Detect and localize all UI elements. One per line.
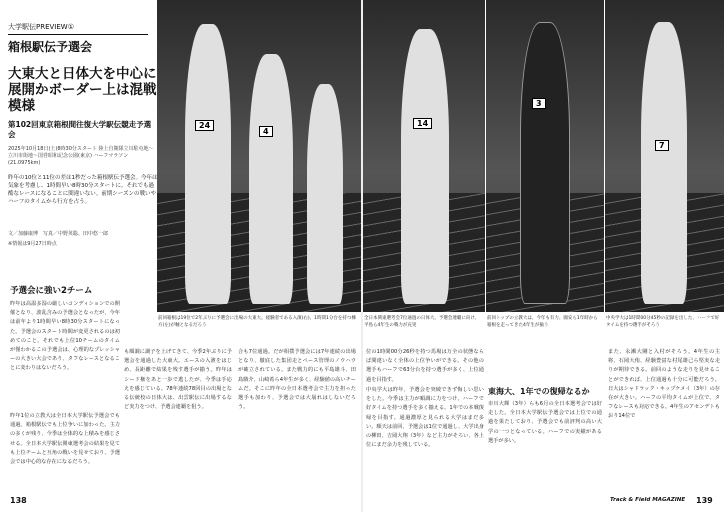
column-heading: 予選会に強い2チーム bbox=[10, 286, 93, 296]
series-tag: 大学駅伝PREVIEW① bbox=[8, 22, 148, 35]
body-column: また、永瀬大剛と入村がそろう。4年生の主将、石岡大侑、経験豊富な村尾雄己ら堅実な走りが期待できる。前回のような走りを見せることができれば、上位通過も十分に可能だろう。日大はシャドラック・キップケメイ（3年）の存在が大きい。ハーフの平均タイムが上位で、タフなレースも対応できる。4年生のアセンデトもおり14位で bbox=[608, 349, 720, 420]
headline: 大東大と日体大を中心に展開かボーダー上は混戦模様 bbox=[8, 66, 157, 114]
event-info: 2025年10月18日(土)8時30分スタート 陸上自衛隊立川駐屯地〜立川市街地〜国営昭和記念公園(東京) ハーフマラソン(21.0975km) bbox=[8, 146, 154, 166]
magazine-name: Track & Field MAGAZINE bbox=[610, 497, 686, 503]
subhead: 第102回東京箱根間往復大学駅伝競走予選会 bbox=[8, 120, 152, 139]
page-number-right: 139 bbox=[696, 496, 713, 505]
photo-chuogakuin bbox=[605, 0, 724, 312]
credit: 文／加藤康博 写真／中野英聡、田中悠一郎 bbox=[8, 231, 109, 237]
bib-number: 7 bbox=[655, 140, 669, 151]
bib-number: 14 bbox=[413, 118, 432, 129]
body-column: 昨年は高温多湿の厳しいコンディションでの開催となり、波乱含みの予選会となったが、今年は前年より1時間早い8時30分スタートになった。予選会のスタート時間が変更されるのは初めてのこと。それでも上位10チームのタイムが僅わかるこの予選会は、心理的なプレッシャーの大きい大会であり、タフなレースとなることに変わりはないだろう。 bbox=[10, 301, 120, 372]
photo-caption: 前回トップの立教大は、今年も有力。國安ら1年時から箱根を走ってきた4年生が揃う bbox=[487, 316, 598, 328]
photo-rikkyo bbox=[486, 0, 604, 312]
photo-caption: 中央学大は1時間00分45秒の記録を出した、ハーフで好タイムを持つ選手がそろう bbox=[606, 316, 720, 328]
photo-daito-nittai bbox=[157, 0, 361, 312]
body-column: も順調に調子を上げてきて、今季2年ぶりに予選会を通過した大東大。エースの入濱をはじめ、長距離で結果を残す選手が揃う。昨年はシード権をあと一歩で逃したが、今季は手応えを感じている。78年連続78回目の出場となる伝統校の日体大は、出雲駅伝に出場するなど実力をつけ、予選会連覇を狙う。 bbox=[124, 349, 232, 411]
bib-number: 4 bbox=[259, 126, 273, 137]
runner-figure bbox=[249, 54, 293, 304]
body-column: 合も7位通過。だが相撲予選会には7年連続の出場となり、徹底した集団走とペース管理のノウハウが確立されている。また戦力的にも平島雄斗、田島駿介、山崎希ら4年生が多く、経験値の高いチームだ。そこに昨年の全日本選考会で主力を担った選手も加わり、予選会では大崩れはしないだろう。 bbox=[238, 349, 356, 411]
photo-nittai bbox=[363, 0, 485, 312]
runner-figure bbox=[641, 22, 687, 304]
page-number-left: 138 bbox=[10, 496, 27, 505]
runner-figure bbox=[401, 29, 449, 304]
runner-figure bbox=[520, 22, 570, 304]
photo-caption: 前回箱根は19位で2年ぶりに予選会に出場の大東大。経験者である入濱(右)、1時間1分台を持つ棟方(左)が軸となるだろう bbox=[158, 316, 356, 328]
bib-number: 3 bbox=[532, 98, 546, 109]
body-column: 中央学大は昨年、予選会を突破できず悔しい思いをした。今季は主力が順調に力をつけ、ハーフで好タイムを持つ選手を多く揃える。1年での本戦復帰を目指す。通過濃厚と見られる大学はまだ多い。順天は前回、予選会は1位で通過し、大学出身の柳田、吉岡大翔（3年）など主力がそろい、各上位にまだ余力を残している。 bbox=[366, 387, 484, 449]
runner-figure bbox=[307, 84, 343, 304]
photo-caption: 全日本関東選考会7位通過の日体大。予選会連覇に向け、平島ら4年生の戦力が充実 bbox=[364, 316, 480, 328]
date-note: ※情報は9月27日時点 bbox=[8, 241, 57, 247]
runner-figure bbox=[185, 24, 231, 304]
lead-text: 昨年の10位と11位の差は1秒だった箱根駅伝予選会。今年は気象を考慮し、1時間早い8時30分スタートに。それでも過酷なレースになることに間違いない。前期シーズンの戦いやハーフのタイムから行方を占う。 bbox=[8, 175, 158, 205]
section-title: 箱根駅伝予選会 bbox=[8, 40, 93, 54]
body-column: 位の1時間00分26秒を持つ馬場は万全の状態ならば間違いなく全体の上位争いができる。その他の選手もハーフで63分台を持つ選手が多く、上位通過を目指す。 bbox=[366, 349, 484, 382]
column-heading: 東海大、1年での復帰なるか bbox=[488, 387, 590, 396]
body-column: 昨年1位の立教大は全日本大学駅伝予選会でも通過。箱根駅伝でも上位争いに加わった。主力の多くが残り、今季は全体的な上積みを感じさせる。全日本大学駅伝関東選考会の結果を見ても上位チームと互角の戦いを見せており、予選会では中心的な存在になるだろう。 bbox=[10, 413, 120, 466]
body-column: 市川大輝（3年）らも6月の全日本選考会では好走した。全日本大学駅伝予選会では上位での通過を果たしており、予選会でも前評判の高い大学の一つとなっている。ハーフでの実績がある選手が多い。 bbox=[488, 401, 602, 444]
bib-number: 24 bbox=[195, 120, 214, 131]
